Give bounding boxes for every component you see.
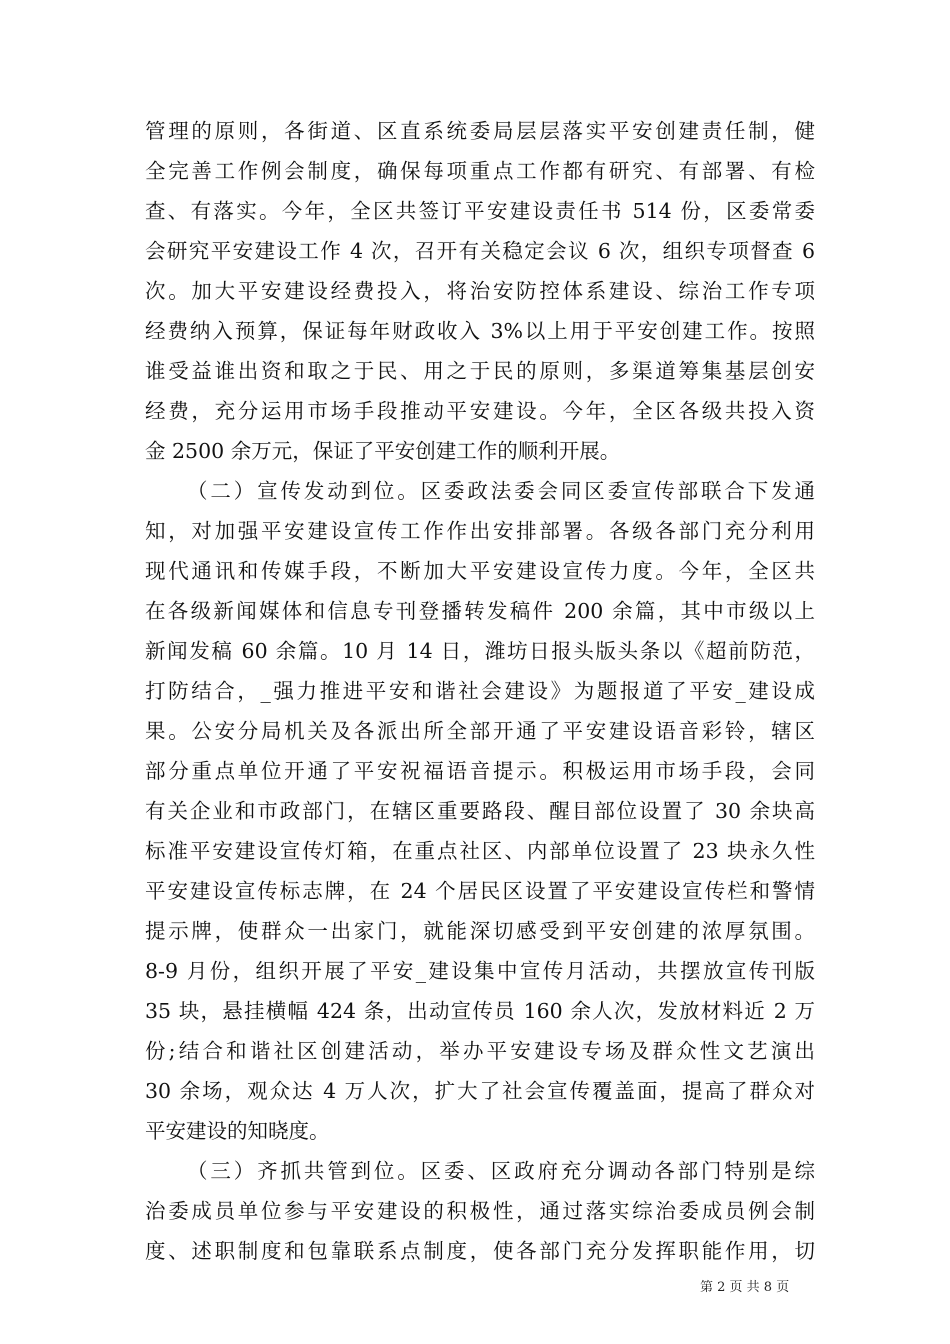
text-line: 知，对加强平安建设宣传工作作出安排部署。各级各部门充分利用	[145, 519, 815, 543]
paragraph-heading-line: （三）齐抓共管到位。区委、区政府充分调动各部门特别是综	[187, 1159, 815, 1183]
text-line: 35 块，悬挂横幅 424 条，出动宣传员 160 余人次，发放材料近 2 万	[145, 999, 815, 1023]
text-line: 金 2500 余万元，保证了平安创建工作的顺利开展。	[145, 439, 621, 463]
text-line: 8-9 月份，组织开展了平安_建设集中宣传月活动，共摆放宣传刊版	[145, 959, 815, 983]
text-line: 打防结合，_强力推进平安和谐社会建设》为题报道了平安_建设成	[145, 679, 815, 703]
text-line: 有关企业和市政部门，在辖区重要路段、醒目部位设置了 30 余块高	[145, 799, 815, 823]
text-line: 30 余场，观众达 4 万人次，扩大了社会宣传覆盖面，提高了群众对	[145, 1079, 815, 1103]
paragraph-heading-line: （二）宣传发动到位。区委政法委会同区委宣传部联合下发通	[187, 479, 815, 503]
text-line: 谁受益谁出资和取之于民、用之于民的原则，多渠道筹集基层创安	[145, 359, 815, 383]
text-line: 提示牌，使群众一出家门，就能深切感受到平安创建的浓厚氛围。	[145, 919, 815, 943]
text-line: 标准平安建设宣传灯箱，在重点社区、内部单位设置了 23 块永久性	[145, 839, 815, 863]
text-line: 经费，充分运用市场手段推动平安建设。今年，全区各级共投入资	[145, 399, 815, 423]
text-line: 次。加大平安建设经费投入，将治安防控体系建设、综治工作专项	[145, 279, 815, 303]
text-line: 治委成员单位参与平安建设的积极性，通过落实综治委成员例会制	[145, 1199, 815, 1223]
text-line: 平安建设的知晓度。	[145, 1119, 330, 1143]
text-line: 全完善工作例会制度，确保每项重点工作都有研究、有部署、有检	[145, 159, 815, 183]
text-line: 度、述职制度和包靠联系点制度，使各部门充分发挥职能作用，切	[145, 1239, 815, 1263]
text-line: 份;结合和谐社区创建活动，举办平安建设专场及群众性文艺演出	[145, 1039, 815, 1063]
text-line: 果。公安分局机关及各派出所全部开通了平安建设语音彩铃，辖区	[145, 719, 815, 743]
text-line: 现代通讯和传媒手段，不断加大平安建设宣传力度。今年，全区共	[145, 559, 815, 583]
text-line: 平安建设宣传标志牌，在 24 个居民区设置了平安建设宣传栏和警情	[145, 879, 815, 903]
text-line: 部分重点单位开通了平安祝福语音提示。积极运用市场手段，会同	[145, 759, 815, 783]
text-line: 在各级新闻媒体和信息专刊登播转发稿件 200 余篇，其中市级以上	[145, 599, 815, 623]
text-line: 管理的原则，各街道、区直系统委局层层落实平安创建责任制，健	[145, 119, 815, 143]
text-line: 经费纳入预算，保证每年财政收入 3%以上用于平安创建工作。按照	[145, 319, 815, 343]
text-line: 新闻发稿 60 余篇。10 月 14 日，潍坊日报头版头条以《超前防范，	[145, 639, 815, 663]
text-line: 会研究平安建设工作 4 次，召开有关稳定会议 6 次，组织专项督查 6	[145, 239, 815, 263]
page-number: 第 2 页 共 8 页	[700, 1280, 790, 1295]
text-line: 查、有落实。今年，全区共签订平安建设责任书 514 份，区委常委	[145, 199, 815, 223]
